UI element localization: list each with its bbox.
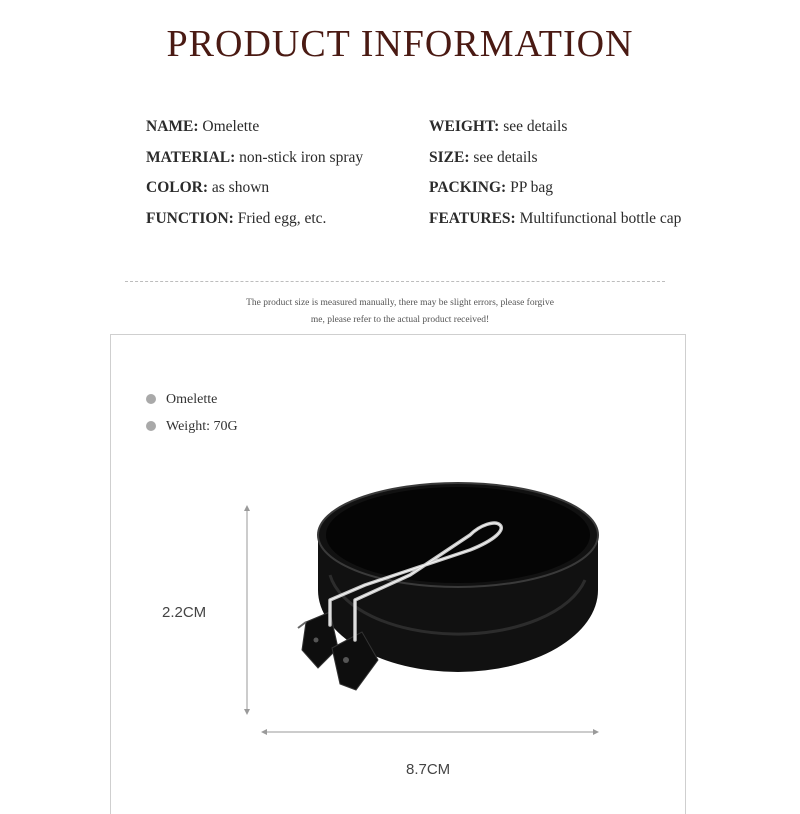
page-title: PRODUCT INFORMATION: [166, 23, 634, 65]
spec-key: SIZE:: [429, 148, 470, 166]
spec-value: Omelette: [202, 118, 260, 135]
spec-value: see details: [473, 148, 538, 166]
egg-ring-icon: [298, 483, 598, 690]
spec-value: PP bag: [510, 179, 554, 196]
height-dimension-label: 2.2CM: [162, 604, 207, 621]
spec-value: as shown: [211, 179, 270, 196]
spec-value: see details: [503, 118, 568, 135]
spec-value: Multifunctional bottle cap: [519, 209, 682, 227]
spec-value: Fried egg, etc.: [237, 209, 327, 227]
spec-key: NAME:: [146, 118, 199, 135]
bullet-label: Weight: 70G: [166, 419, 238, 434]
bullet-label: Omelette: [166, 392, 218, 407]
spec-value: non-stick iron spray: [239, 148, 364, 166]
width-dimension-label: 8.7CM: [406, 761, 451, 778]
spec-key: FUNCTION:: [146, 209, 234, 227]
spec-key: MATERIAL:: [146, 148, 236, 166]
spec-key: COLOR:: [146, 179, 208, 196]
spec-key: WEIGHT:: [429, 118, 500, 135]
spec-key: PACKING:: [429, 179, 507, 196]
disclaimer-line: The product size is measured manually, there may be slight errors, please forgive: [246, 298, 554, 308]
spec-key: FEATURES:: [429, 209, 516, 227]
disclaimer-line: me, please refer to the actual product received!: [310, 315, 490, 325]
